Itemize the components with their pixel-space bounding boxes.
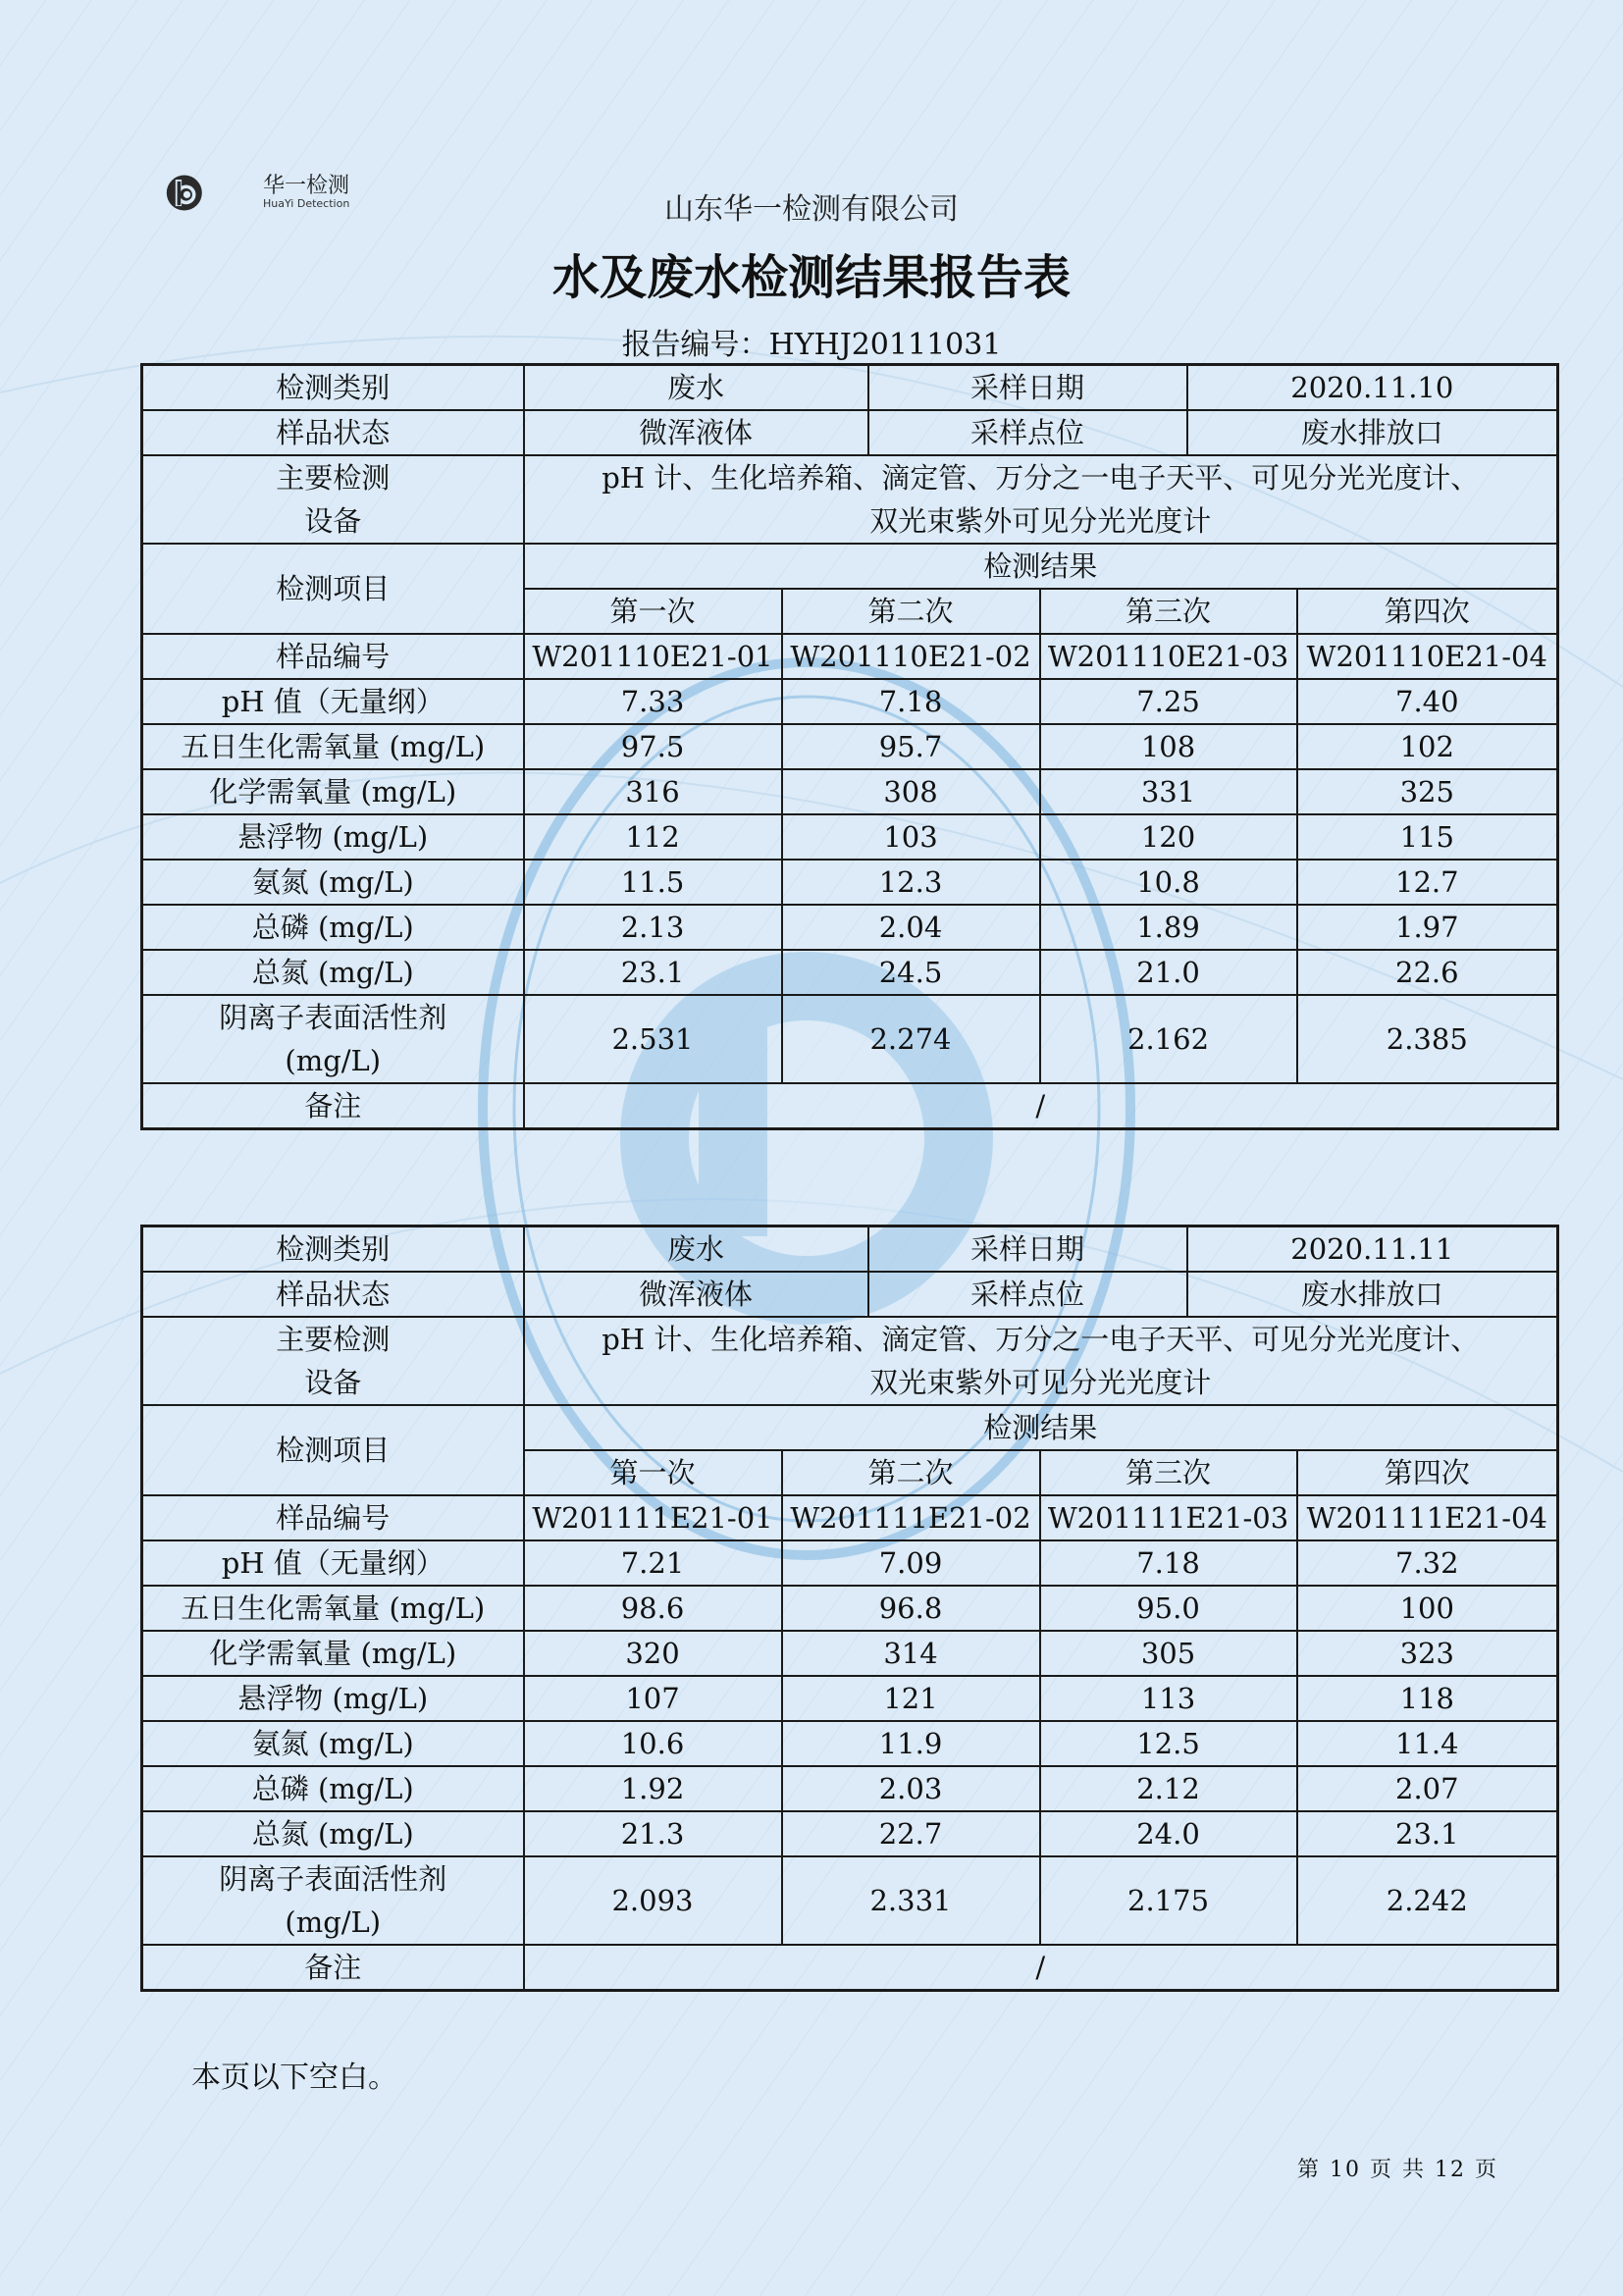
category-label: 检测类别 (142, 365, 524, 411)
row-label: 化学需氧量 (mg/L) (142, 769, 524, 814)
row-label: 悬浮物 (mg/L) (142, 814, 524, 860)
equipment-value-line1: pH 计、生化培养箱、滴定管、万分之一电子天平、可见分光光度计、 (602, 461, 1480, 495)
cell: 320 (524, 1631, 782, 1676)
round-4-header: 第四次 (1297, 1450, 1558, 1495)
sample-point-value: 废水排放口 (1187, 410, 1558, 455)
table-row (142, 860, 1558, 905)
cell: 23.1 (1297, 1811, 1558, 1856)
equipment-value (524, 455, 1558, 544)
table-row (142, 814, 1558, 860)
equipment-label-line2: 设备 (304, 504, 362, 538)
category-value: 废水 (524, 1226, 868, 1273)
cell: 7.18 (1040, 1540, 1297, 1586)
equipment-value-line2: 双光束紫外可见分光光度计 (869, 504, 1212, 538)
page-number: 第 10 页 共 12 页 (1297, 2158, 1498, 2182)
table-row (142, 1586, 1558, 1631)
cell: 308 (782, 769, 1040, 814)
logo-name-cn: 华一检测 (263, 174, 350, 198)
cell: 314 (782, 1631, 1040, 1676)
cell: 2.331 (782, 1856, 1040, 1945)
table-row (142, 1631, 1558, 1676)
cell: 10.8 (1040, 860, 1297, 905)
cell: 316 (524, 769, 782, 814)
cell: 95.7 (782, 724, 1040, 769)
cell: W201111E21-03 (1040, 1495, 1297, 1540)
cell: 108 (1040, 724, 1297, 769)
row-label: 总氮 (mg/L) (142, 1811, 524, 1856)
row-label: 五日生化需氧量 (mg/L) (142, 724, 524, 769)
cell: 2.175 (1040, 1856, 1297, 1945)
cell: 2.093 (524, 1856, 782, 1945)
category-value: 废水 (524, 365, 868, 411)
cell: 112 (524, 814, 782, 860)
table-row (142, 995, 1558, 1083)
cell: 12.3 (782, 860, 1040, 905)
cell: 305 (1040, 1631, 1297, 1676)
cell: 107 (524, 1676, 782, 1721)
cell: 331 (1040, 769, 1297, 814)
cell: 22.7 (782, 1811, 1040, 1856)
sample-date-value: 2020.11.11 (1187, 1226, 1558, 1273)
table-row (142, 769, 1558, 814)
table-row (142, 1083, 1558, 1129)
round-1-header: 第一次 (524, 589, 782, 634)
sample-point-label: 采样点位 (868, 410, 1187, 455)
item-label: 检测项目 (142, 1405, 524, 1495)
row-label: 氨氮 (mg/L) (142, 1721, 524, 1766)
cell: 24.0 (1040, 1811, 1297, 1856)
row-label: 总氮 (mg/L) (142, 950, 524, 995)
cell: 2.242 (1297, 1856, 1558, 1945)
cell: 97.5 (524, 724, 782, 769)
table-row (142, 1495, 1558, 1540)
row-label (142, 1856, 524, 1945)
table-row (142, 634, 1558, 679)
cell: 11.4 (1297, 1721, 1558, 1766)
results-header: 检测结果 (524, 544, 1558, 589)
cell: 2.274 (782, 995, 1040, 1083)
sample-state-label: 样品状态 (142, 410, 524, 455)
las-label-line1: 阴离子表面活性剂 (219, 1862, 447, 1896)
cell: 21.0 (1040, 950, 1297, 995)
remarks-label: 备注 (142, 1083, 524, 1129)
remarks-label: 备注 (142, 1945, 524, 1991)
las-label-line2: (mg/L) (285, 1905, 382, 1939)
round-4-header: 第四次 (1297, 589, 1558, 634)
report-number: 报告编号：HYHJ20111031 (621, 328, 1002, 362)
table-row (142, 1811, 1558, 1856)
row-label: pH 值（无量纲） (142, 679, 524, 724)
table-row (142, 1945, 1558, 1991)
table-row (142, 905, 1558, 950)
equipment-label-line1: 主要检测 (276, 461, 391, 495)
cell: 98.6 (524, 1586, 782, 1631)
equipment-value (524, 1317, 1558, 1405)
cell: 7.33 (524, 679, 782, 724)
sample-date-label: 采样日期 (868, 365, 1187, 411)
round-3-header: 第三次 (1040, 1450, 1297, 1495)
row-label: pH 值（无量纲） (142, 1540, 524, 1586)
equipment-value-line1: pH 计、生化培养箱、滴定管、万分之一电子天平、可见分光光度计、 (602, 1323, 1480, 1356)
cell: 21.3 (524, 1811, 782, 1856)
cell: 11.5 (524, 860, 782, 905)
results-table-1 (140, 363, 1559, 1130)
results-table-2 (140, 1225, 1559, 1992)
table-row (142, 724, 1558, 769)
table-row (142, 1721, 1558, 1766)
row-label: 氨氮 (mg/L) (142, 860, 524, 905)
cell: 102 (1297, 724, 1558, 769)
cell: 323 (1297, 1631, 1558, 1676)
cell: 1.89 (1040, 905, 1297, 950)
cell: 325 (1297, 769, 1558, 814)
las-label-line2: (mg/L) (285, 1044, 382, 1077)
equipment-label-line2: 设备 (304, 1366, 362, 1399)
round-2-header: 第二次 (782, 589, 1040, 634)
remarks-value: / (524, 1083, 1558, 1129)
las-label-line1: 阴离子表面活性剂 (219, 1001, 447, 1034)
equipment-label-line1: 主要检测 (276, 1323, 391, 1356)
cell: 120 (1040, 814, 1297, 860)
remarks-value: / (524, 1945, 1558, 1991)
item-label: 检测项目 (142, 544, 524, 634)
sample-state-value: 微浑液体 (524, 410, 868, 455)
table-row (142, 1676, 1558, 1721)
sample-state-label: 样品状态 (142, 1272, 524, 1317)
cell: W201110E21-02 (782, 634, 1040, 679)
row-label: 五日生化需氧量 (mg/L) (142, 1586, 524, 1631)
cell: 12.7 (1297, 860, 1558, 905)
equipment-label (142, 1317, 524, 1405)
cell: W201110E21-01 (524, 634, 782, 679)
equipment-label (142, 455, 524, 544)
row-label: 样品编号 (142, 634, 524, 679)
round-3-header: 第三次 (1040, 589, 1297, 634)
cell: 1.92 (524, 1766, 782, 1811)
cell: 118 (1297, 1676, 1558, 1721)
cell: 2.03 (782, 1766, 1040, 1811)
cell: 11.9 (782, 1721, 1040, 1766)
table-row (142, 1540, 1558, 1586)
sample-date-value: 2020.11.10 (1187, 365, 1558, 411)
row-label: 总磷 (mg/L) (142, 905, 524, 950)
cell: 7.40 (1297, 679, 1558, 724)
cell: 2.13 (524, 905, 782, 950)
sample-state-value: 微浑液体 (524, 1272, 868, 1317)
cell: W201111E21-04 (1297, 1495, 1558, 1540)
category-label: 检测类别 (142, 1226, 524, 1273)
report-title: 水及废水检测结果报告表 (551, 250, 1071, 305)
cell: 2.12 (1040, 1766, 1297, 1811)
cell: W201111E21-02 (782, 1495, 1040, 1540)
results-header: 检测结果 (524, 1405, 1558, 1450)
blank-below-note: 本页以下空白。 (191, 2061, 397, 2095)
cell: W201110E21-04 (1297, 634, 1558, 679)
cell: 100 (1297, 1586, 1558, 1631)
cell: 10.6 (524, 1721, 782, 1766)
cell: 121 (782, 1676, 1040, 1721)
cell: 2.04 (782, 905, 1040, 950)
cell: 2.07 (1297, 1766, 1558, 1811)
cell: W201111E21-01 (524, 1495, 782, 1540)
row-label (142, 995, 524, 1083)
cell: 2.385 (1297, 995, 1558, 1083)
sample-point-value: 废水排放口 (1187, 1272, 1558, 1317)
row-label: 化学需氧量 (mg/L) (142, 1631, 524, 1676)
table-row (142, 679, 1558, 724)
equipment-value-line2: 双光束紫外可见分光光度计 (869, 1366, 1212, 1399)
cell: 7.09 (782, 1540, 1040, 1586)
cell: 23.1 (524, 950, 782, 995)
row-label: 悬浮物 (mg/L) (142, 1676, 524, 1721)
table-row (142, 950, 1558, 995)
cell: 7.32 (1297, 1540, 1558, 1586)
cell: 22.6 (1297, 950, 1558, 995)
cell: 1.97 (1297, 905, 1558, 950)
sample-date-label: 采样日期 (868, 1226, 1187, 1273)
sample-point-label: 采样点位 (868, 1272, 1187, 1317)
cell: 2.162 (1040, 995, 1297, 1083)
cell: 7.25 (1040, 679, 1297, 724)
cell: 95.0 (1040, 1586, 1297, 1631)
cell: 7.21 (524, 1540, 782, 1586)
cell: 2.531 (524, 995, 782, 1083)
table-row (142, 1856, 1558, 1945)
cell: 96.8 (782, 1586, 1040, 1631)
cell: 12.5 (1040, 1721, 1297, 1766)
row-label: 样品编号 (142, 1495, 524, 1540)
cell: 24.5 (782, 950, 1040, 995)
round-2-header: 第二次 (782, 1450, 1040, 1495)
logo-name-en: HuaYi Detection (263, 197, 350, 210)
cell: 113 (1040, 1676, 1297, 1721)
company-name: 山东华一检测有限公司 (664, 192, 959, 227)
cell: 7.18 (782, 679, 1040, 724)
cell: W201110E21-03 (1040, 634, 1297, 679)
round-1-header: 第一次 (524, 1450, 782, 1495)
cell: 103 (782, 814, 1040, 860)
table-row (142, 1766, 1558, 1811)
cell: 115 (1297, 814, 1558, 860)
row-label: 总磷 (mg/L) (142, 1766, 524, 1811)
